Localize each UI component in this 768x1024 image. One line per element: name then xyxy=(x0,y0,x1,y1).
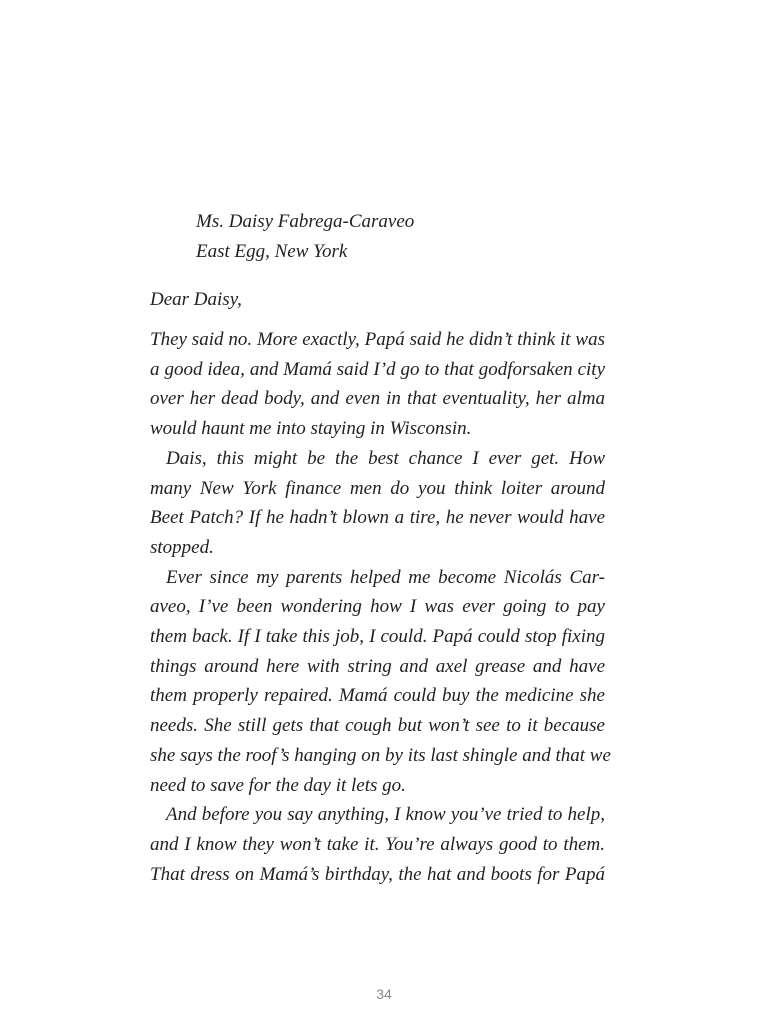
body-line: aveo, I’ve been wondering how I was ever going to pay xyxy=(150,596,605,618)
letter-address xyxy=(196,207,414,266)
body-line: them back. If I take this job, I could. Papá could stop fixing xyxy=(150,626,605,648)
body-line: she says the roof’s hanging on by its last shingle and that we xyxy=(150,744,611,766)
body-line: many New York finance men do you think loiter around xyxy=(150,477,605,499)
body-line: over her dead body, and even in that eventuality, her alma xyxy=(150,388,605,410)
letter-salutation: Dear Daisy, xyxy=(150,289,242,310)
body-line: needs. She still gets that cough but won’t see to it because xyxy=(150,715,605,737)
body-line: and I know they won’t take it. You’re always good to them. xyxy=(150,833,605,855)
address-name: Ms. Daisy Fabrega-Caraveo xyxy=(196,211,415,232)
letter-body xyxy=(150,325,611,889)
body-line: They said no. More exactly, Papá said he didn’t think it was xyxy=(150,329,605,350)
address-location: East Egg, New York xyxy=(196,240,348,262)
body-line: stopped. xyxy=(150,536,214,558)
body-line: them properly repaired. Mamá could buy the medicine she xyxy=(150,685,605,707)
body-line: Ever since my parents helped me become Nicolás Car- xyxy=(166,566,605,588)
body-line: things around here with string and axel grease and have xyxy=(150,655,605,677)
body-line: Dais, this might be the best chance I ever get. How xyxy=(166,447,605,469)
body-line: would haunt me into staying in Wisconsin. xyxy=(150,418,472,440)
body-line: a good idea, and Mamá said I’d go to that godforsaken city xyxy=(150,358,605,380)
body-line: And before you say anything, I know you’ve tried to help, xyxy=(166,804,605,826)
page-number: 34 xyxy=(376,986,392,1002)
body-line: Beet Patch? If he hadn’t blown a tire, he never would have xyxy=(150,507,605,529)
body-line: That dress on Mamá’s birthday, the hat and boots for Papá xyxy=(150,863,605,885)
body-line: need to save for the day it lets go. xyxy=(150,774,406,796)
